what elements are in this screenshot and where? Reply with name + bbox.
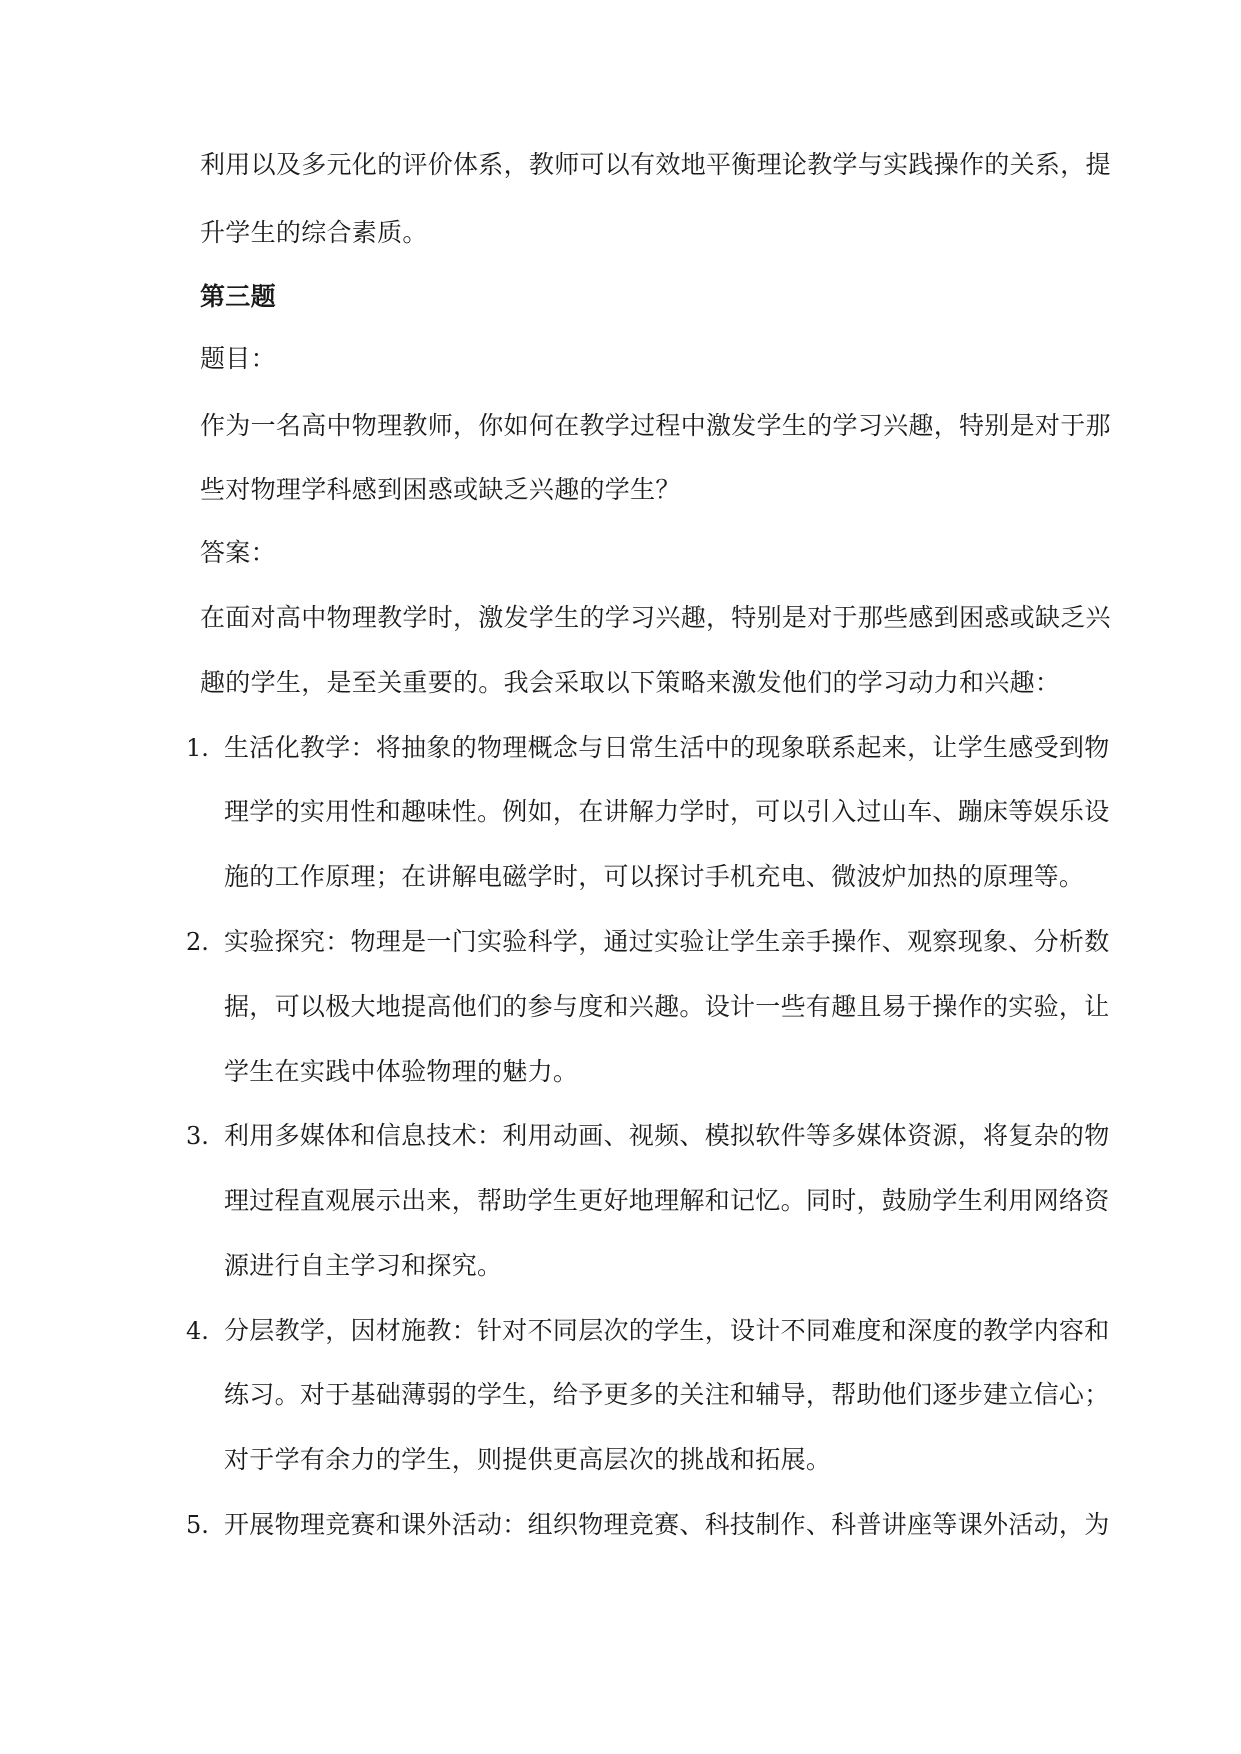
list-item-line: 练习。对于基础薄弱的学生，给予更多的关注和辅导，帮助他们逐步建立信心； (224, 1380, 1110, 1409)
list-item-line: 理过程直观展示出来，帮助学生更好地理解和记忆。同时，鼓励学生利用网络资 (224, 1186, 1110, 1215)
question-label: 题目： (200, 344, 276, 373)
list-item-line: 生活化教学：将抽象的物理概念与日常生活中的现象联系起来，让学生感受到物 (224, 733, 1110, 762)
list-item-number: 1. (186, 734, 209, 762)
list-item-line: 实验探究：物理是一门实验科学，通过实验让学生亲手操作、观察现象、分析数 (224, 927, 1110, 956)
answer-line-2: 趣的学生，是至关重要的。我会采取以下策略来激发他们的学习动力和兴趣： (200, 668, 1061, 697)
section-title: 第三题 (200, 282, 276, 311)
list-item-number: 4. (186, 1317, 209, 1345)
list-item-line: 理学的实用性和趣味性。例如，在讲解力学时，可以引入过山车、蹦床等娱乐设 (224, 797, 1110, 826)
list-item-line: 对于学有余力的学生，则提供更高层次的挑战和拓展。 (224, 1445, 832, 1474)
list-item-number: 2. (186, 928, 209, 956)
answer-label: 答案： (200, 538, 276, 567)
list-item-line: 分层教学，因材施教：针对不同层次的学生，设计不同难度和深度的教学内容和 (224, 1316, 1110, 1345)
list-item-line: 据，可以极大地提高他们的参与度和兴趣。设计一些有趣且易于操作的实验，让 (224, 992, 1110, 1021)
list-item-line: 利用多媒体和信息技术：利用动画、视频、模拟软件等多媒体资源，将复杂的物 (224, 1121, 1110, 1150)
list-item-line: 开展物理竞赛和课外活动：组织物理竞赛、科技制作、科普讲座等课外活动，为 (224, 1510, 1110, 1539)
list-item-line: 施的工作原理；在讲解电磁学时，可以探讨手机充电、微波炉加热的原理等。 (224, 862, 1085, 891)
list-item-line: 源进行自主学习和探究。 (224, 1251, 503, 1280)
list-item-number: 5. (186, 1511, 209, 1539)
answer-line-1: 在面对高中物理教学时，激发学生的学习兴趣，特别是对于那些感到困惑或缺乏兴 (200, 603, 1111, 632)
question-line-1: 作为一名高中物理教师，你如何在教学过程中激发学生的学习兴趣，特别是对于那 (200, 411, 1111, 440)
list-item-line: 学生在实践中体验物理的魅力。 (224, 1057, 579, 1086)
intro-line-1: 利用以及多元化的评价体系，教师可以有效地平衡理论教学与实践操作的关系，提 (200, 150, 1111, 179)
intro-line-2: 升学生的综合素质。 (200, 218, 428, 247)
list-item-number: 3. (186, 1122, 209, 1150)
question-line-2: 些对物理学科感到困惑或缺乏兴趣的学生？ (200, 475, 681, 504)
